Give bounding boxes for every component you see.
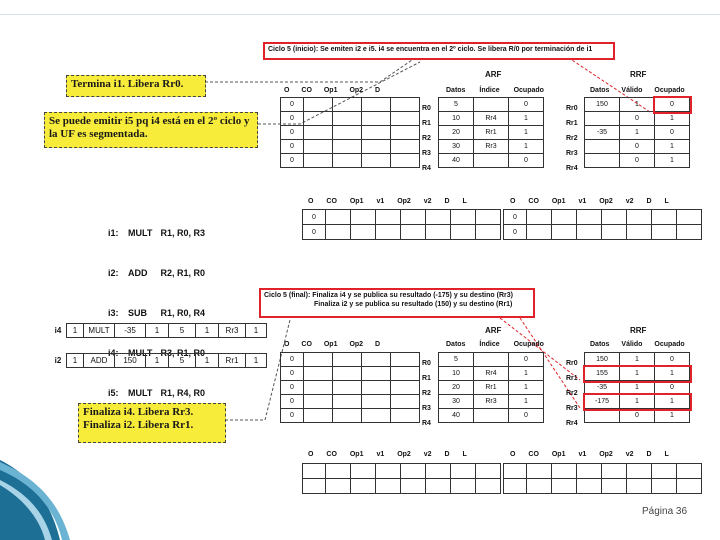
instr-label: i3: xyxy=(108,308,119,318)
cell: 5 xyxy=(169,354,196,368)
bottom-cycle-note-line2: Finaliza i2 y se publica su resultado (150) y su destino (Rr1) xyxy=(314,301,513,308)
cell: 0 xyxy=(281,154,304,168)
table-row xyxy=(439,98,544,112)
rs2-header: v2 xyxy=(625,451,634,458)
reg-label: R4 xyxy=(422,420,431,427)
rs2-header: L xyxy=(462,198,467,205)
cell xyxy=(474,353,509,367)
rrf-bottom-headers xyxy=(590,341,685,348)
cell: 150 xyxy=(585,353,620,367)
cell xyxy=(585,112,620,126)
cell: 0 xyxy=(509,154,544,168)
cell: 0 xyxy=(303,225,326,240)
cell: 10 xyxy=(439,367,474,381)
cell: 0 xyxy=(303,210,326,225)
rrf-top-table xyxy=(584,97,690,168)
cell: 1 xyxy=(655,367,690,381)
instruction-item xyxy=(108,228,205,248)
rs-top-table xyxy=(280,97,420,168)
arf-top-headers xyxy=(446,87,544,94)
reg-label: R1 xyxy=(422,375,431,382)
reg-label: Rr4 xyxy=(566,165,578,172)
reg-label: Rr3 xyxy=(566,405,578,412)
cell: 1 xyxy=(509,126,544,140)
table-row xyxy=(439,409,544,423)
rrf-header: Válido xyxy=(621,341,643,348)
rrf-bottom-reg-labels xyxy=(566,356,578,431)
table-row xyxy=(504,479,702,494)
table-row xyxy=(585,140,690,154)
cell: 1 xyxy=(620,381,655,395)
cell: -175 xyxy=(585,395,620,409)
instr-args: R2, R1, R0 xyxy=(160,268,206,278)
page-label: Página 36 xyxy=(642,506,688,517)
table-row xyxy=(585,126,690,140)
rs2-bottom-left-table xyxy=(302,463,501,494)
table-row xyxy=(281,381,420,395)
rs-header: Op2 xyxy=(349,341,364,348)
cell: -35 xyxy=(585,126,620,140)
cell: -35 xyxy=(585,381,620,395)
rrf-title-top: RRF xyxy=(630,70,647,79)
bottom-cycle-note xyxy=(259,288,535,318)
rs-bottom-table xyxy=(280,352,420,423)
cell: 1 xyxy=(655,112,690,126)
cell: 5 xyxy=(169,324,196,338)
table-row xyxy=(281,112,420,126)
reg-label: Rr2 xyxy=(566,135,578,142)
cell: 150 xyxy=(585,98,620,112)
rs2-header: O xyxy=(308,198,314,205)
reg-label: Rr4 xyxy=(566,420,578,427)
rs-header: O xyxy=(284,341,290,348)
arf-top-reg-labels xyxy=(422,101,431,176)
arf-header: Datos xyxy=(446,87,466,94)
rs2-header: L xyxy=(462,451,467,458)
yellow-note-3-line2: Finaliza i2. Libera Rr1. xyxy=(83,419,194,431)
cell: 0 xyxy=(281,140,304,154)
arf-bottom-table xyxy=(438,352,544,423)
rs2-header: O xyxy=(510,451,516,458)
reg-label: R2 xyxy=(422,135,431,142)
cell: 0 xyxy=(504,210,527,225)
rs2-header: O xyxy=(308,451,314,458)
rs-header: Op2 xyxy=(349,87,364,94)
arf-header: Ocupado xyxy=(513,87,544,94)
table-row xyxy=(504,464,702,479)
cell: 0 xyxy=(509,409,544,423)
arf-title-top: ARF xyxy=(485,70,502,79)
cell: 10 xyxy=(439,112,474,126)
reg-label: R0 xyxy=(422,360,431,367)
decorative-wave xyxy=(0,450,120,540)
cell: 0 xyxy=(281,381,304,395)
table-row xyxy=(303,210,501,225)
rs2-header: Op1 xyxy=(551,451,566,458)
instr-op: MULT xyxy=(128,228,153,238)
cell: 20 xyxy=(439,381,474,395)
cell: 1 xyxy=(509,112,544,126)
rs-header: D xyxy=(375,341,381,348)
table-row xyxy=(281,395,420,409)
rs2-top-right-headers xyxy=(510,198,669,205)
rs2-header: Op2 xyxy=(397,198,411,205)
rs2-header: D xyxy=(444,451,450,458)
table-row xyxy=(439,367,544,381)
table-row xyxy=(281,140,420,154)
cell: MULT xyxy=(84,324,115,338)
cell: i2 xyxy=(54,356,62,365)
cell: 0 xyxy=(281,409,304,423)
table-row xyxy=(281,98,420,112)
rrf-header: Ocupado xyxy=(654,87,685,94)
cell: 1 xyxy=(509,395,544,409)
cell xyxy=(474,154,509,168)
cell: 1 xyxy=(509,367,544,381)
rs2-header: Op2 xyxy=(599,198,613,205)
cell: Rr3 xyxy=(219,324,246,338)
rrf-title-bottom: RRF xyxy=(630,326,647,335)
cell: Rr1 xyxy=(219,354,246,368)
cell: 0 xyxy=(509,353,544,367)
cell: 1 xyxy=(67,354,84,368)
rs-header: Op1 xyxy=(323,341,338,348)
rs2-header: v1 xyxy=(578,198,587,205)
cell: -35 xyxy=(115,324,146,338)
cell: Rr3 xyxy=(474,395,509,409)
cell: 0 xyxy=(281,98,304,112)
yellow-note-1-text: Termina i1. Libera Rr0. xyxy=(71,78,184,90)
table-row xyxy=(439,154,544,168)
top-cycle-note-text: Ciclo 5 (inicio): Se emiten i2 e i5. i4 se encuentra en el 2º ciclo. Se libera R/0 por terminación de i1 xyxy=(268,46,593,53)
reg-label: Rr1 xyxy=(566,120,578,127)
rs2-header: Op1 xyxy=(551,198,566,205)
cell: Rr4 xyxy=(474,112,509,126)
reg-label: Rr2 xyxy=(566,390,578,397)
cell: 30 xyxy=(439,395,474,409)
rrf-header: Ocupado xyxy=(654,341,685,348)
instruction-item xyxy=(108,388,205,408)
rs2-header: Op2 xyxy=(397,451,411,458)
table-row xyxy=(439,353,544,367)
cell: 40 xyxy=(439,154,474,168)
arf-bottom-headers xyxy=(446,341,544,348)
cell: 150 xyxy=(115,354,146,368)
cell: 1 xyxy=(620,395,655,409)
cell: Rr4 xyxy=(474,367,509,381)
cell: 1 xyxy=(620,367,655,381)
cell: ADD xyxy=(84,354,115,368)
cell: 0 xyxy=(620,140,655,154)
yellow-note-2-text: Se puede emitir i5 pq i4 está en el 2º ciclo y la UF es segmentada. xyxy=(49,115,250,140)
instr-args: R1, R0, R3 xyxy=(160,228,206,238)
yellow-note-1 xyxy=(66,75,206,97)
reg-label: R3 xyxy=(422,150,431,157)
top-cycle-note xyxy=(263,42,615,60)
cell: 1 xyxy=(246,324,267,338)
table-row xyxy=(281,409,420,423)
cell: 0 xyxy=(655,353,690,367)
instr-label: i1: xyxy=(108,228,119,238)
rs2-header: L xyxy=(664,451,669,458)
highlighted-row xyxy=(585,395,690,409)
rrf-top-reg-labels xyxy=(566,101,578,176)
rrf-bottom-table xyxy=(584,352,690,423)
table-row xyxy=(585,98,690,112)
rs2-header: v2 xyxy=(423,451,432,458)
reg-label: R2 xyxy=(422,390,431,397)
instr-op: MULT xyxy=(128,348,153,358)
rs2-header: CO xyxy=(528,451,539,458)
cell: 1 xyxy=(655,409,690,423)
cell: 0 xyxy=(509,98,544,112)
table-row xyxy=(504,210,702,225)
yellow-note-3-line1: Finaliza i4. Libera Rr3. xyxy=(83,406,194,418)
cell: 0 xyxy=(620,154,655,168)
arf-header: Datos xyxy=(446,341,466,348)
table-row xyxy=(50,354,267,368)
rs2-header: D xyxy=(444,198,450,205)
instruction-item xyxy=(108,268,205,288)
table-row xyxy=(585,154,690,168)
cell: 0 xyxy=(655,381,690,395)
rs2-header: CO xyxy=(326,451,337,458)
cell: Rr1 xyxy=(474,126,509,140)
rs2-header: Op1 xyxy=(349,198,364,205)
cell: 1 xyxy=(655,395,690,409)
cell: 30 xyxy=(439,140,474,154)
yellow-note-2 xyxy=(44,112,258,148)
cell xyxy=(474,409,509,423)
rs2-header: CO xyxy=(528,198,539,205)
table-row xyxy=(585,409,690,423)
bottom-cycle-note-line1: Ciclo 5 (final): Finaliza i4 y se publica su resultado (-175) y su destino (Rr3) xyxy=(264,292,513,299)
instr-op: MULT xyxy=(128,388,153,398)
cell xyxy=(474,98,509,112)
cell: 40 xyxy=(439,409,474,423)
cell xyxy=(585,154,620,168)
arf-header: Ocupado xyxy=(513,341,544,348)
rs2-header: O xyxy=(510,198,516,205)
cell: 1 xyxy=(655,154,690,168)
rs2-header: v1 xyxy=(376,198,385,205)
cell: 0 xyxy=(281,126,304,140)
cell: 1 xyxy=(620,98,655,112)
cell: 1 xyxy=(509,140,544,154)
table-row xyxy=(439,381,544,395)
highlighted-cell: 0 xyxy=(655,98,690,112)
highlighted-row xyxy=(585,367,690,381)
rs2-bottom-right-headers xyxy=(510,451,669,458)
instr-op: SUB xyxy=(128,308,148,318)
table-row xyxy=(303,479,501,494)
rs2-header: L xyxy=(664,198,669,205)
arf-title-bottom: ARF xyxy=(485,326,502,335)
reg-label: R3 xyxy=(422,405,431,412)
cell: 0 xyxy=(620,409,655,423)
rs-header: O xyxy=(284,87,290,94)
rs2-header: v1 xyxy=(376,451,385,458)
table-row xyxy=(439,140,544,154)
table-row xyxy=(439,112,544,126)
cell xyxy=(585,140,620,154)
instr-op: ADD xyxy=(128,268,148,278)
cell: 1 xyxy=(146,354,169,368)
rs-header: Op1 xyxy=(323,87,338,94)
table-row xyxy=(281,367,420,381)
cell: 0 xyxy=(620,112,655,126)
table-row xyxy=(303,225,501,240)
instr-label: i2: xyxy=(108,268,119,278)
cell: 1 xyxy=(655,140,690,154)
cell: 0 xyxy=(504,225,527,240)
cell: 5 xyxy=(439,98,474,112)
arf-top-table xyxy=(438,97,544,168)
cell: 0 xyxy=(281,353,304,367)
rrf-header: Datos xyxy=(590,341,610,348)
rs-header: D xyxy=(375,87,381,94)
arf-bottom-reg-labels xyxy=(422,356,431,431)
rs-bottom-headers xyxy=(284,341,380,348)
reg-label: Rr0 xyxy=(566,360,578,367)
arf-header: Índice xyxy=(479,87,500,94)
cell: 20 xyxy=(439,126,474,140)
pipe-i2-row xyxy=(50,353,267,368)
table-row xyxy=(585,381,690,395)
reg-label: Rr0 xyxy=(566,105,578,112)
table-row xyxy=(303,464,501,479)
reg-label: R4 xyxy=(422,165,431,172)
rs2-bottom-right-table xyxy=(503,463,702,494)
cell: Rr1 xyxy=(474,381,509,395)
rs-header: CO xyxy=(301,341,312,348)
cell: 1 xyxy=(146,324,169,338)
rs2-header: CO xyxy=(326,198,337,205)
rs2-header: v2 xyxy=(423,198,432,205)
rs2-top-left-headers xyxy=(308,198,467,205)
cell: 1 xyxy=(196,324,219,338)
rrf-header: Válido xyxy=(621,87,643,94)
rs2-header: v1 xyxy=(578,451,587,458)
table-row xyxy=(585,353,690,367)
cell: i4 xyxy=(54,326,62,335)
rs2-top-left-table xyxy=(302,209,501,240)
table-row xyxy=(439,395,544,409)
instr-label: i4: xyxy=(108,348,119,358)
cell: 1 xyxy=(620,353,655,367)
instr-label: i5: xyxy=(108,388,119,398)
reg-label: Rr3 xyxy=(566,150,578,157)
cell: 1 xyxy=(67,324,84,338)
cell xyxy=(585,409,620,423)
instr-args: R3, R1, R0 xyxy=(160,348,206,358)
pipe-i4-row xyxy=(50,323,267,338)
rs2-header: D xyxy=(646,198,652,205)
cell: 0 xyxy=(281,367,304,381)
rs2-header: D xyxy=(646,451,652,458)
table-row xyxy=(281,154,420,168)
rs-top-headers xyxy=(284,87,380,94)
reg-label: Rr1 xyxy=(566,375,578,382)
rs2-header: v2 xyxy=(625,198,634,205)
instr-args: R1, R4, R0 xyxy=(160,388,206,398)
rs2-header: Op1 xyxy=(349,451,364,458)
rs2-top-right-table xyxy=(503,209,702,240)
arf-header: Índice xyxy=(479,341,500,348)
rs-header: CO xyxy=(301,87,312,94)
cell: 0 xyxy=(655,126,690,140)
cell: Rr3 xyxy=(474,140,509,154)
cell: 5 xyxy=(439,353,474,367)
table-row xyxy=(281,353,420,367)
table-row xyxy=(50,324,267,338)
rrf-top-headers xyxy=(590,87,685,94)
rs2-bottom-left-headers xyxy=(308,451,467,458)
reg-label: R0 xyxy=(422,105,431,112)
cell: 1 xyxy=(509,381,544,395)
cell: 155 xyxy=(585,367,620,381)
table-row xyxy=(585,112,690,126)
table-row xyxy=(281,126,420,140)
cell: 0 xyxy=(281,112,304,126)
instruction-list xyxy=(108,208,205,418)
table-row xyxy=(439,126,544,140)
table-row xyxy=(504,225,702,240)
cell: 1 xyxy=(196,354,219,368)
rrf-header: Datos xyxy=(590,87,610,94)
cell: 0 xyxy=(281,395,304,409)
instr-args: R1, R0, R4 xyxy=(160,308,206,318)
cell: 1 xyxy=(620,126,655,140)
cell: 1 xyxy=(246,354,267,368)
reg-label: R1 xyxy=(422,120,431,127)
rs2-header: Op2 xyxy=(599,451,613,458)
